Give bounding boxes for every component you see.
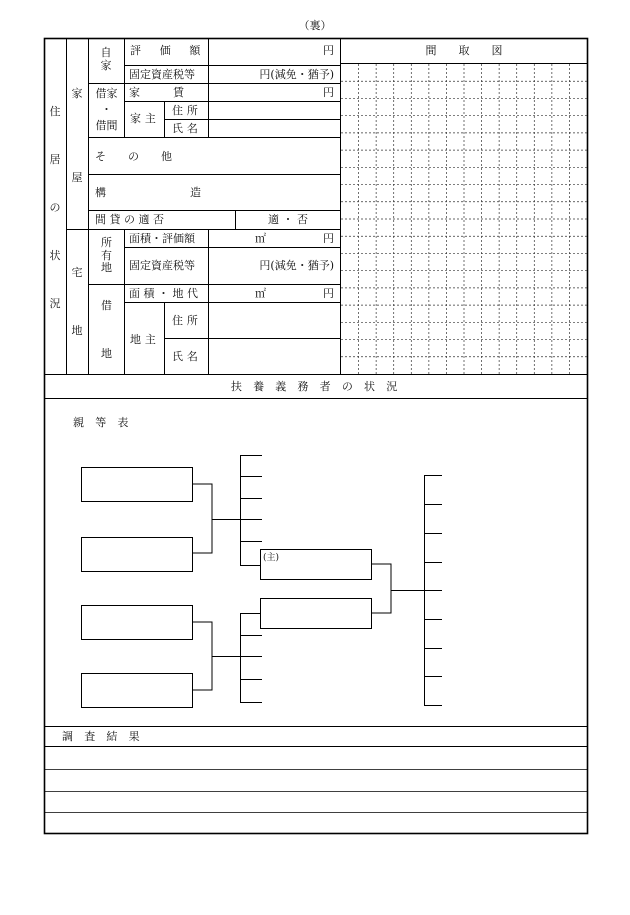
sublet-suitability-label: 間 貸 の 適 否 [95, 213, 164, 226]
landlord-label: 家主 [130, 112, 160, 125]
fixed-asset-tax-label: 固定資産税等 [129, 68, 195, 81]
structure-label-right: 造 [190, 186, 201, 199]
leased-land-label-top: 借 [101, 299, 112, 312]
land-label: 宅 地 [71, 266, 83, 337]
owned-land-label: 所有地 [101, 236, 112, 275]
other-label: そ の 他 [95, 150, 172, 163]
area-unit: ㎡ [255, 232, 266, 245]
floor-plan-grid [341, 64, 587, 374]
kinship-chart [82, 455, 443, 708]
housing-section-title-text: 住 居 の 状 況 [49, 105, 61, 310]
floor-plan-label: 間 取 図 [425, 44, 503, 57]
landlord-address-label: 住所 [172, 104, 202, 117]
rent-unit: 円 [323, 86, 334, 99]
page-side-label: （裏） [298, 19, 332, 32]
landlord-name-label: 氏名 [172, 122, 202, 135]
support-obligors-title: 扶 養 義 務 者 の 状 況 [230, 380, 402, 393]
rented-label-bottom: 借間 [95, 119, 118, 132]
investigation-result-label: 調 査 結 果 [62, 730, 144, 743]
area-valuation-label: 面積・評価額 [129, 232, 195, 245]
rented-label-mid: ・ [101, 103, 112, 116]
structure-label-left: 構 [95, 186, 106, 199]
self-mark: (主) [263, 553, 280, 563]
area-unit-2: ㎡ [255, 287, 266, 300]
landowner-address-label: 住所 [172, 314, 202, 327]
own-house-label: 自 家 [100, 46, 112, 72]
valuation-label: 評 価 額 [130, 44, 205, 57]
kinship-table-label: 親 等 表 [73, 416, 133, 429]
landowner-name-label: 氏名 [172, 350, 202, 363]
rented-label-top: 借家 [95, 87, 118, 100]
house-label: 家 屋 [71, 87, 83, 184]
landowner-label: 地主 [130, 333, 160, 346]
land-tax-unit: 円(減免・猶予) [259, 259, 334, 272]
land-tax-label: 固定資産税等 [129, 259, 195, 272]
valuation-unit: 円 [323, 44, 334, 57]
area-rent-label: 面 積 ・ 地 代 [129, 287, 198, 300]
rent-yen-unit: 円 [323, 287, 334, 300]
sublet-suitability-value: 適 ・ 否 [268, 213, 308, 226]
fixed-asset-tax-unit: 円(減免・猶予) [259, 68, 334, 81]
rent-label: 家 賃 [129, 86, 184, 99]
valuation-yen-unit: 円 [323, 232, 334, 245]
leased-land-label-bottom: 地 [101, 347, 112, 360]
